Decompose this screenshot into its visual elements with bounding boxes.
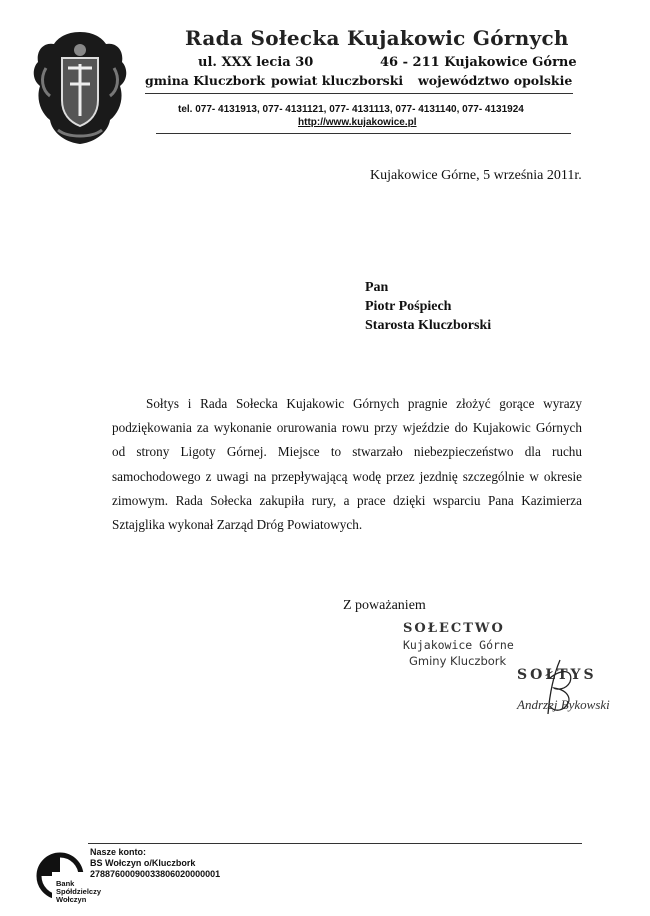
letter-date: Kujakowice Górne, 5 września 2011r. bbox=[370, 168, 582, 183]
bank-logo-line-1: Bank bbox=[56, 879, 75, 888]
stamp-line-gmina: Gminy Kluczbork bbox=[409, 654, 507, 668]
header-website-link[interactable]: http://www.kujakowice.pl bbox=[298, 117, 417, 128]
footer-account-label: Nasze konto: bbox=[90, 847, 147, 857]
signatory-name: Andrzej Bykowski bbox=[517, 697, 610, 712]
header-street: ul. XXX lecia 30 bbox=[198, 55, 314, 70]
header-bottom-divider bbox=[156, 133, 571, 134]
header-divider bbox=[145, 93, 573, 94]
recipient-name: Piotr Pośpiech bbox=[365, 299, 452, 314]
header-title: Rada Sołecka Kujakowic Górnych bbox=[185, 26, 569, 50]
letter-body: Sołtys i Rada Sołecka Kujakowic Górnych pragnie złożyć gorące wyrazy podziękowania za wykonanie orurowania rowu przy wjeździe do Kujakowic Górnych od strony Ligoty Górnej. Miejsce to stwarzało niebezpieczeństwo dla ruchu samochodowego z uwagi na przepływającą wodę przez jezdnię szczególnie w okresie zimowym. Rada Sołecka zakupiła rury, a prace dzięki wsparciu Pana Kazimierza Sztajglika wykonał Zarząd Dróg Powiatowych. bbox=[112, 396, 582, 533]
header-phones: tel. 077- 4131913, 077- 4131121, 077- 4131113, 077- 4131140, 077- 4131924 bbox=[178, 104, 524, 115]
header-postal: 46 - 211 Kujakowice Górne bbox=[380, 55, 577, 70]
header-wojewodztwo: województwo opolskie bbox=[418, 73, 573, 88]
closing-phrase: Z poważaniem bbox=[343, 598, 426, 613]
stamp-line-village: Kujakowice Górne bbox=[403, 638, 514, 652]
header-gmina: gmina Kluczbork bbox=[145, 73, 265, 88]
bank-logo-line-3: Wołczyn bbox=[56, 895, 87, 904]
stamp-line-solectwo: SOŁECTWO bbox=[403, 621, 505, 636]
recipient-title: Starosta Kluczborski bbox=[365, 318, 492, 333]
footer-account-number: 27887600090033806020000001 bbox=[90, 869, 221, 879]
bank-logo-line-2: Spółdzielczy bbox=[56, 887, 102, 896]
footer-bank-name: BS Wołczyn o/Kluczbork bbox=[90, 858, 196, 868]
stamp-role: SOŁTYS bbox=[517, 667, 597, 683]
header-powiat: powiat kluczborski bbox=[271, 73, 404, 88]
coat-of-arms-icon bbox=[28, 28, 132, 148]
footer-divider bbox=[88, 843, 582, 844]
recipient-salutation: Pan bbox=[365, 280, 389, 295]
